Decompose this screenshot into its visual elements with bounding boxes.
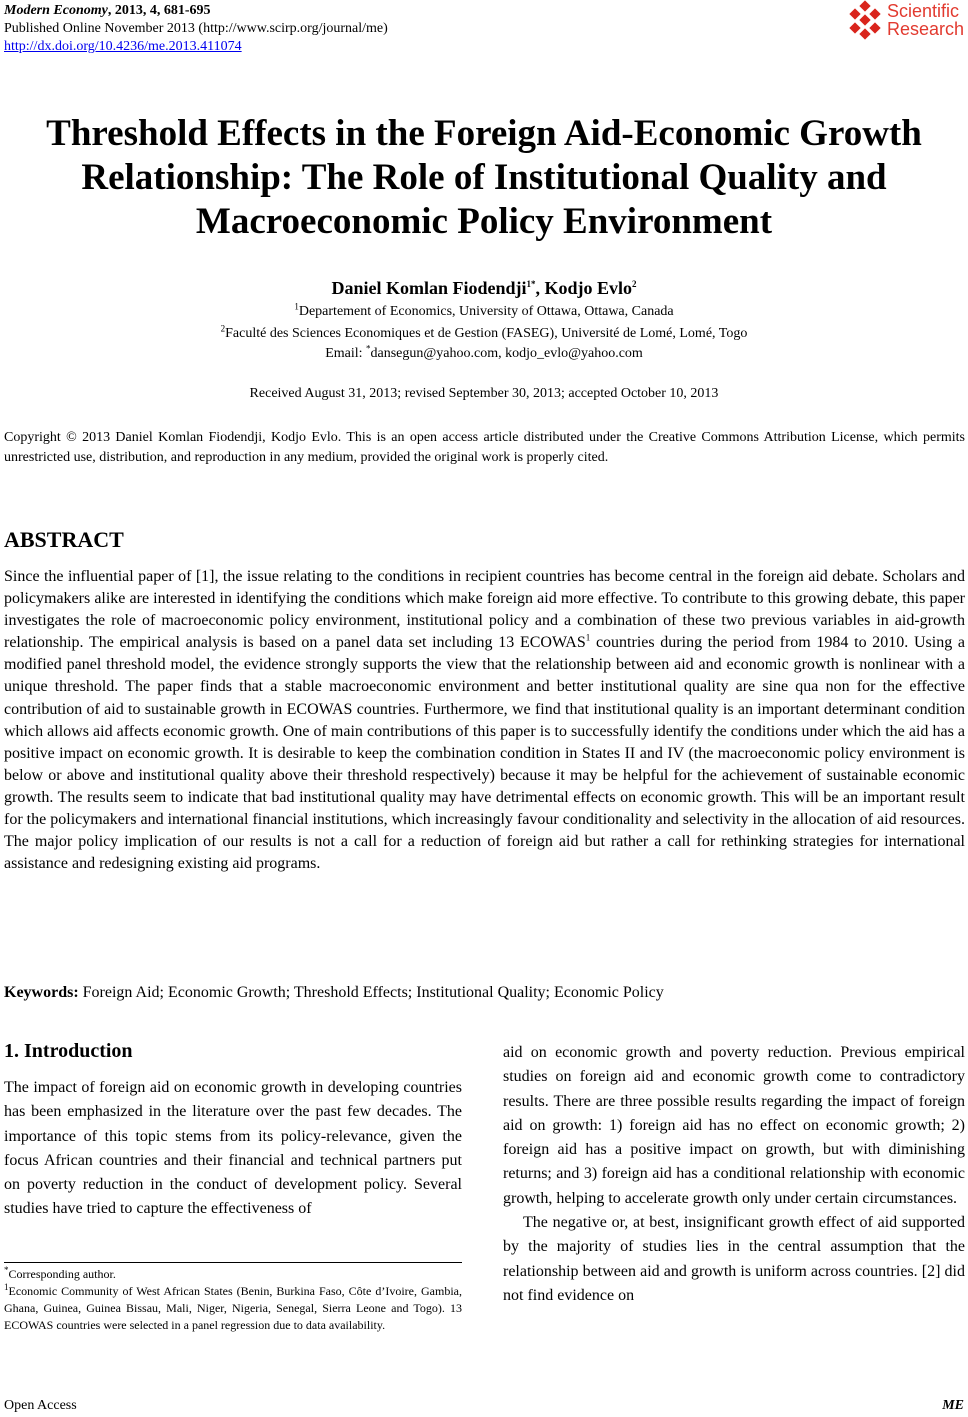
intro-left-column: The impact of foreign aid on economic growth in developing countries has been emphasized in the literature over the past few decades. The importance of this topic stems from its policy-relevance, given the focus African countries and their financial and technical partners put on poverty reduction in the conduct of development policy. Several studies have tried to capture the effectiveness of [4, 1079, 462, 1218]
logo-line1: Scientific [886, 1, 959, 21]
published-line: Published Online November 2013 (http://www.scirp.org/journal/me) [4, 21, 388, 36]
logo-line2: Research [886, 19, 964, 39]
email-addresses[interactable]: dansegun@yahoo.com, kodjo_evlo@yahoo.com [370, 346, 643, 361]
scientific-research-logo-icon [847, 2, 883, 38]
journal-citation [4, 2, 388, 20]
journal-name: Modern Economy [4, 3, 108, 18]
section-heading-introduction: 1. Introduction [4, 1040, 133, 1062]
footnote-corresponding [4, 1266, 462, 1283]
author-2-marker: 2 [632, 279, 637, 289]
paper-title: Threshold Effects in the Foreign Aid-Economic Growth Relationship: The Role of Institutional Quality and Macroeconomic Policy Environment [46, 113, 922, 242]
author-2: Kodjo Evlo [544, 278, 633, 298]
received-dates: Received August 31, 2013; revised September 30, 2013; accepted October 10, 2013 [249, 386, 719, 401]
email-label: Email: [325, 346, 367, 361]
affiliation-2-text: Faculté des Sciences Economiques et de Gestion (FASEG), Université de Lomé, Lomé, Togo [225, 326, 748, 341]
keywords [4, 984, 664, 1002]
author-separator: , [535, 278, 545, 298]
abstract-heading: ABSTRACT [4, 527, 124, 552]
footnote-divider [4, 1262, 462, 1263]
footnotes [4, 1266, 462, 1334]
intro-paragraph-1: aid on economic growth and poverty reduction. Previous empirical studies on foreign aid and economic growth come to contradictory results. There are three possible results regarding the impact of foreign aid on growth: 1) foreign aid has no effect on economic growth; 2) foreign aid has a positive impact on growth, but with diminishing returns; and 3) foreign aid has a conditional relationship with economic growth, helping to accelerate growth only under certain circumstances. [503, 1044, 965, 1207]
doi-link[interactable]: http://dx.doi.org/10.4236/me.2013.411074 [4, 39, 242, 54]
journal-header [4, 2, 388, 56]
affiliation-1 [0, 302, 968, 322]
author-list [0, 278, 968, 299]
affiliation-1-text: Departement of Economics, University of Ottawa, Ottawa, Canada [298, 304, 674, 319]
footnote-2-marker: 1 [4, 1282, 9, 1292]
email-marker: * [366, 343, 371, 354]
intro-right-column [503, 1041, 965, 1308]
journal-volume: , 2013, 4, 681-695 [107, 3, 211, 18]
publisher-logo [847, 2, 964, 38]
footnote-ecowas [4, 1283, 462, 1334]
abstract-text-1: Since the influential paper of [1], the issue relating to the conditions in recipient countries has become central in the foreign aid debate. Scholars and policymakers alike are interested in identifying the conditions which make foreign aid more effective. To contribute to this growing debate, this paper investigates the role of macroeconomic policy environment, institutional policy and a combination of these two previous variables in aid-growth relationship. The empirical analysis is based on a panel data set including 13 ECOWAS [4, 568, 965, 652]
footnote-1-text: Corresponding author. [8, 1267, 116, 1281]
footnote-2-text: Economic Community of West African States (Benin, Burkina Faso, Côte d’Ivoire, Gambia, Ghana, Guinea, Guinea Bissau, Mali, Niger, Nigeria, Senegal, Sierra Leone and Togo). 13 ECOWAS countries were selected in a panel regression due to data availability. [4, 1284, 462, 1332]
copyright-notice: Copyright © 2013 Daniel Komlan Fiodendji, Kodjo Evlo. This is an open access article distributed under the Creative Commons Attribution License, which permits unrestricted use, distribution, and reproduction in any medium, provided the original work is properly cited. [4, 430, 965, 465]
footer-open-access: Open Access [4, 1398, 77, 1413]
abstract-body [4, 566, 965, 875]
author-1-marker: 1* [526, 279, 536, 289]
author-1: Daniel Komlan Fiodendji [331, 278, 527, 298]
affiliation-2-marker: 2 [220, 323, 226, 334]
keywords-label: Keywords: [4, 984, 79, 1001]
email-line [0, 344, 968, 364]
footer-journal-abbrev: ME [942, 1398, 964, 1413]
keywords-list: Foreign Aid; Economic Growth; Threshold Effects; Institutional Quality; Economic Policy [78, 984, 664, 1001]
intro-paragraph-2: The negative or, at best, insignificant growth effect of aid supported by the majority of studies lies in the central assumption that the relationship between aid and growth is uniform across countries. [2] did not find evidence on [503, 1214, 965, 1304]
affiliation-1-marker: 1 [294, 301, 299, 312]
abstract-text-2: countries during the period from 1984 to 2010. Using a modified panel threshold model, the evidence strongly supports the view that the relationship between aid and economic growth is nonlinear with a unique threshold. The paper finds that a stable macroeconomic environment and better institutional quality are sine qua non for the effective contribution of aid to sustainable growth in ECOWAS countries. Furthermore, we find that institutional quality is an important determinant condition which allows aid affects economic growth. One of main contributions of this paper is to successfully identify the conditions under which the aid has a positive impact on economic growth. It is desirable to keep the combination condition in States II and IV (the macroeconomic policy environment is below or above and institutional quality above their threshold respectively) because it may be helpful for the achievement of sustainable economic growth. The results seem to indicate that bad institutional quality may have detrimental effects on economic growth. This will be an important result for the policymakers and international financial institutions, which increasingly favour conditionality and selectivity in the allocation of aid resources. The major policy implication of our results is not a call for a reduction of foreign aid but rather a call for rethinking strategies for international assistance and redesigning existing aid programs. [4, 634, 966, 873]
footnote-1-marker: * [4, 1265, 9, 1275]
affiliation-2 [0, 324, 968, 344]
footnote-ref-1[interactable]: 1 [585, 632, 591, 643]
